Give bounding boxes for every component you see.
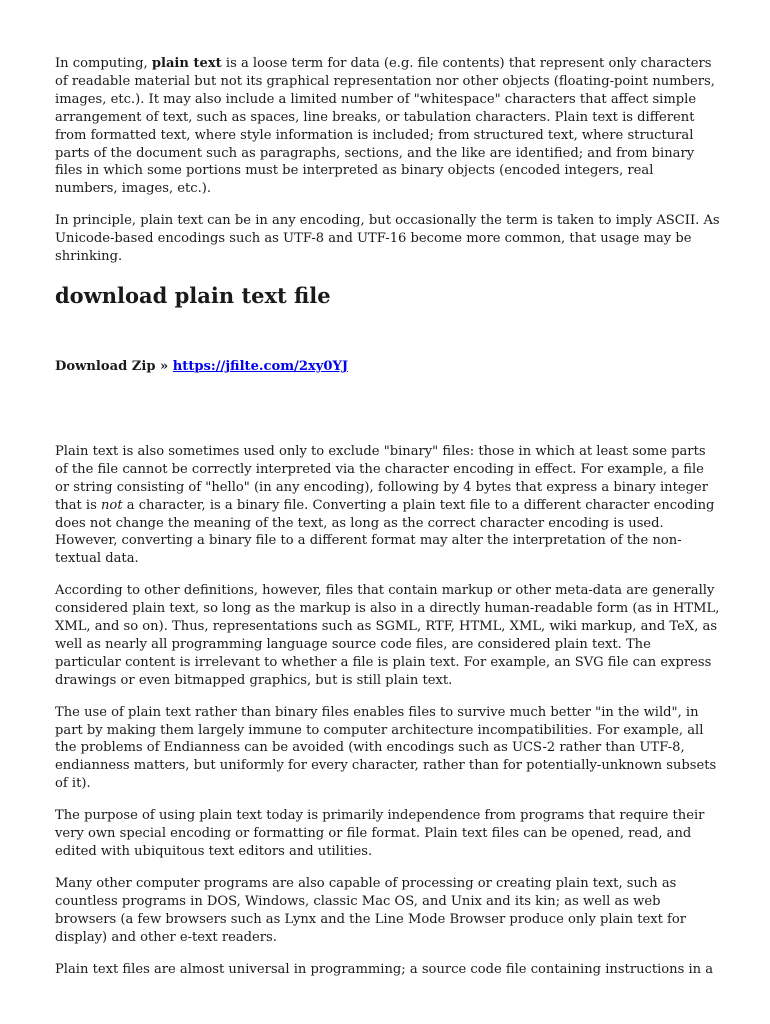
intro-text: In computing,: [55, 56, 152, 71]
body-paragraph-2: According to other definitions, however, files that contain markup or other meta-data are generally considered plain text, so long as the markup is also in a directly human-readable form (as in HTML, XML, and so on). Thus, representations such as SGML, RTF, HTML, XML, wiki markup, and TeX, as well as nearly all programming language source code files, are considered plain text. The particular content is irrelevant to whether a file is plain text. For example, an SVG file can express drawings or even bitmapped graphics, but is still plain text.: [55, 583, 720, 688]
emphasis-text: not: [101, 497, 123, 513]
body-paragraph-1: [55, 443, 720, 568]
body-paragraph-4: The purpose of using plain text today is primarily independence from programs that require their very own special encoding or formatting or file format. Plain text files can be opened, read, and edited with ubiquitous text editors and utilities.: [55, 808, 705, 859]
intro-paragraph-2: In principle, plain text can be in any encoding, but occasionally the term is taken to imply ASCII. As Unicode-based encodings such as UTF-8 and UTF-16 become more common, that usage may be shrinking.: [55, 213, 720, 265]
intro-text-continued: is a loose term for data (e.g. file contents) that represent only characters of readable material but not its graphical representation nor other objects (floating-point numbers, images, etc.). It may also include a limited number of "whitespace" characters that affect simple arrangement of text, such as spaces, line breaks, or tabulation characters. Plain text is different from formatted text, where style information is included; from structured text, where structural parts of the document such as paragraphs, sections, and the like are identified; and from binary files in which some portions must be interpreted as binary objects (encoded integers, real numbers, images, etc.).: [55, 56, 715, 197]
body-paragraph-5: Many other computer programs are also capable of processing or creating plain text, such as countless programs in DOS, Windows, classic Mac OS, and Unix and its kin; as well as web browsers (a few browsers such as Lynx and the Line Mode Browser produce only plain text for display) and other e-text readers.: [55, 875, 687, 945]
document-page: [55, 55, 720, 992]
download-line: [55, 358, 720, 376]
page-heading: download plain text file: [55, 282, 331, 308]
body-text: Plain text is also sometimes used only to exclude "binary" files: those in which at least some parts of the file cannot be correctly interpreted via the character encoding in effect. For example, a file or string consisting of "hello" (in any encoding), following by 4 bytes that express a binary integer that is: [55, 443, 708, 513]
body-text-continued: a character, is a binary file. Converting a plain text file to a different character encoding does not change the meaning of the text, as long as the correct character encoding is used. However, converting a binary file to a different format may alter the interpretation of the non-textual data.: [55, 497, 715, 567]
body-paragraph-3: The use of plain text rather than binary files enables files to survive much better "in the wild", in part by making them largely immune to computer architecture incompatibilities. For example, all the problems of Endianness can be avoided (with encodings such as UCS-2 rather than UTF-8, endianness matters, but uniformly for every character, rather than for potentially-unknown subsets of it).: [55, 704, 717, 792]
bold-term: plain text: [151, 56, 222, 71]
body-paragraph-6: Plain text files are almost universal in programming; a source code file containing instructions in a: [55, 961, 714, 977]
download-label: Download Zip »: [55, 358, 173, 374]
intro-paragraph-1: [55, 55, 720, 198]
download-link[interactable]: https://jfilte.com/2xy0YJ: [172, 358, 349, 374]
